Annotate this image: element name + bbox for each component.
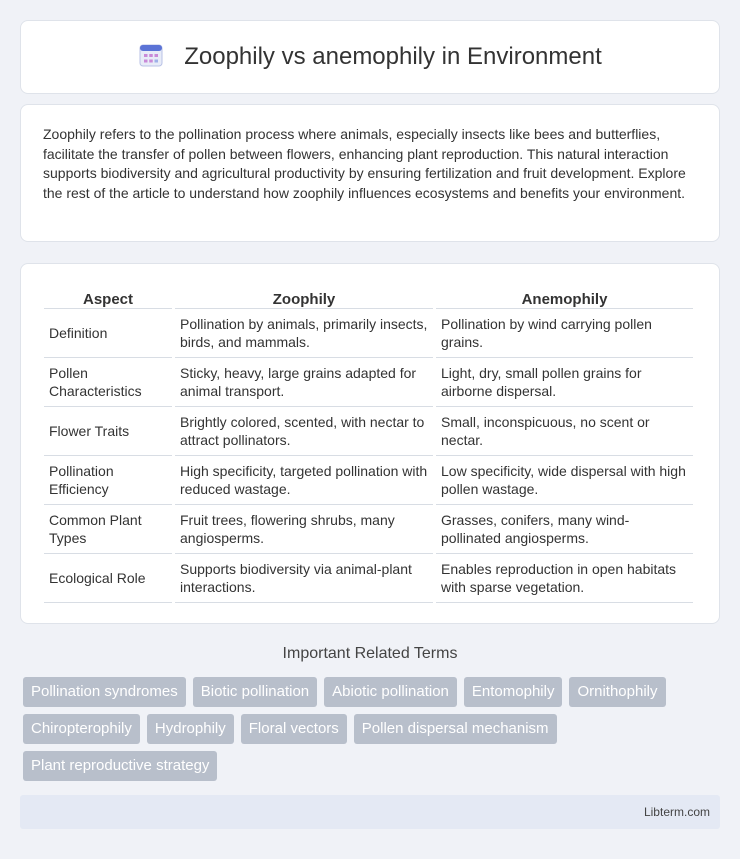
tag-plant-reproductive-strategy[interactable]: Plant reproductive strategy: [23, 751, 217, 781]
row-zoophily: High specificity, targeted pollination with reduced wastage.: [175, 456, 433, 505]
tag-pollination-syndromes[interactable]: Pollination syndromes: [23, 677, 186, 707]
row-zoophily: Supports biodiversity via animal-plant interactions.: [175, 554, 433, 603]
row-aspect: Pollen Characteristics: [44, 358, 172, 407]
row-aspect: Flower Traits: [44, 407, 172, 456]
footer-site-link[interactable]: Libterm.com: [643, 805, 710, 819]
header-card: [20, 20, 720, 94]
table-row: [44, 456, 693, 505]
comparison-table: [41, 284, 696, 603]
calendar-icon: [138, 42, 164, 73]
row-aspect: Common Plant Types: [44, 505, 172, 554]
row-zoophily: Sticky, heavy, large grains adapted for animal transport.: [175, 358, 433, 407]
table-row: [44, 309, 693, 358]
header-aspect: Aspect: [44, 284, 172, 309]
row-anemophily: Small, inconspicuous, no scent or nectar.: [436, 407, 693, 456]
row-anemophily: Low specificity, wide dispersal with high pollen wastage.: [436, 456, 693, 505]
row-anemophily: Grasses, conifers, many wind-pollinated angiosperms.: [436, 505, 693, 554]
tag-hydrophily[interactable]: Hydrophily: [147, 714, 234, 744]
row-zoophily: Fruit trees, flowering shrubs, many angiosperms.: [175, 505, 433, 554]
header-zoophily: Zoophily: [175, 284, 433, 309]
header: [138, 42, 602, 73]
header-anemophily: Anemophily: [436, 284, 693, 309]
tag-pollen-dispersal-mechanism[interactable]: Pollen dispersal mechanism: [354, 714, 557, 744]
table-row: [44, 554, 693, 603]
row-anemophily: Light, dry, small pollen grains for airborne dispersal.: [436, 358, 693, 407]
row-aspect: Pollination Efficiency: [44, 456, 172, 505]
intro-paragraph: Zoophily refers to the pollination process where animals, especially insects like bees and butterflies, facilitate the transfer of pollen between flowers, enhancing plant reproduction. This natural interaction supports biodiversity and agricultural productivity by ensuring fertilization and fruit development. Explore the rest of the article to understand how zoophily influences ecosystems and benefits your environment.: [43, 126, 686, 201]
table-row: [44, 358, 693, 407]
footer: [20, 795, 720, 829]
tag-floral-vectors[interactable]: Floral vectors: [241, 714, 347, 744]
tag-entomophily[interactable]: Entomophily: [464, 677, 563, 707]
table-row: [44, 505, 693, 554]
row-aspect: Ecological Role: [44, 554, 172, 603]
table-header-row: [44, 284, 693, 309]
related-terms-list: [23, 677, 723, 788]
related-terms-title: Important Related Terms: [282, 645, 458, 662]
row-aspect: Definition: [44, 309, 172, 358]
row-anemophily: Pollination by wind carrying pollen grains.: [436, 309, 693, 358]
tag-ornithophily[interactable]: Ornithophily: [569, 677, 665, 707]
tag-chiropterophily[interactable]: Chiropterophily: [23, 714, 140, 744]
row-zoophily: Brightly colored, scented, with nectar to attract pollinators.: [175, 407, 433, 456]
page-title: Zoophily vs anemophily in Environment: [184, 43, 602, 70]
tag-abiotic-pollination[interactable]: Abiotic pollination: [324, 677, 457, 707]
comparison-card: [20, 263, 720, 624]
table-row: [44, 407, 693, 456]
row-anemophily: Enables reproduction in open habitats with sparse vegetation.: [436, 554, 693, 603]
intro-card: [20, 104, 720, 242]
tag-biotic-pollination[interactable]: Biotic pollination: [193, 677, 317, 707]
row-zoophily: Pollination by animals, primarily insects, birds, and mammals.: [175, 309, 433, 358]
